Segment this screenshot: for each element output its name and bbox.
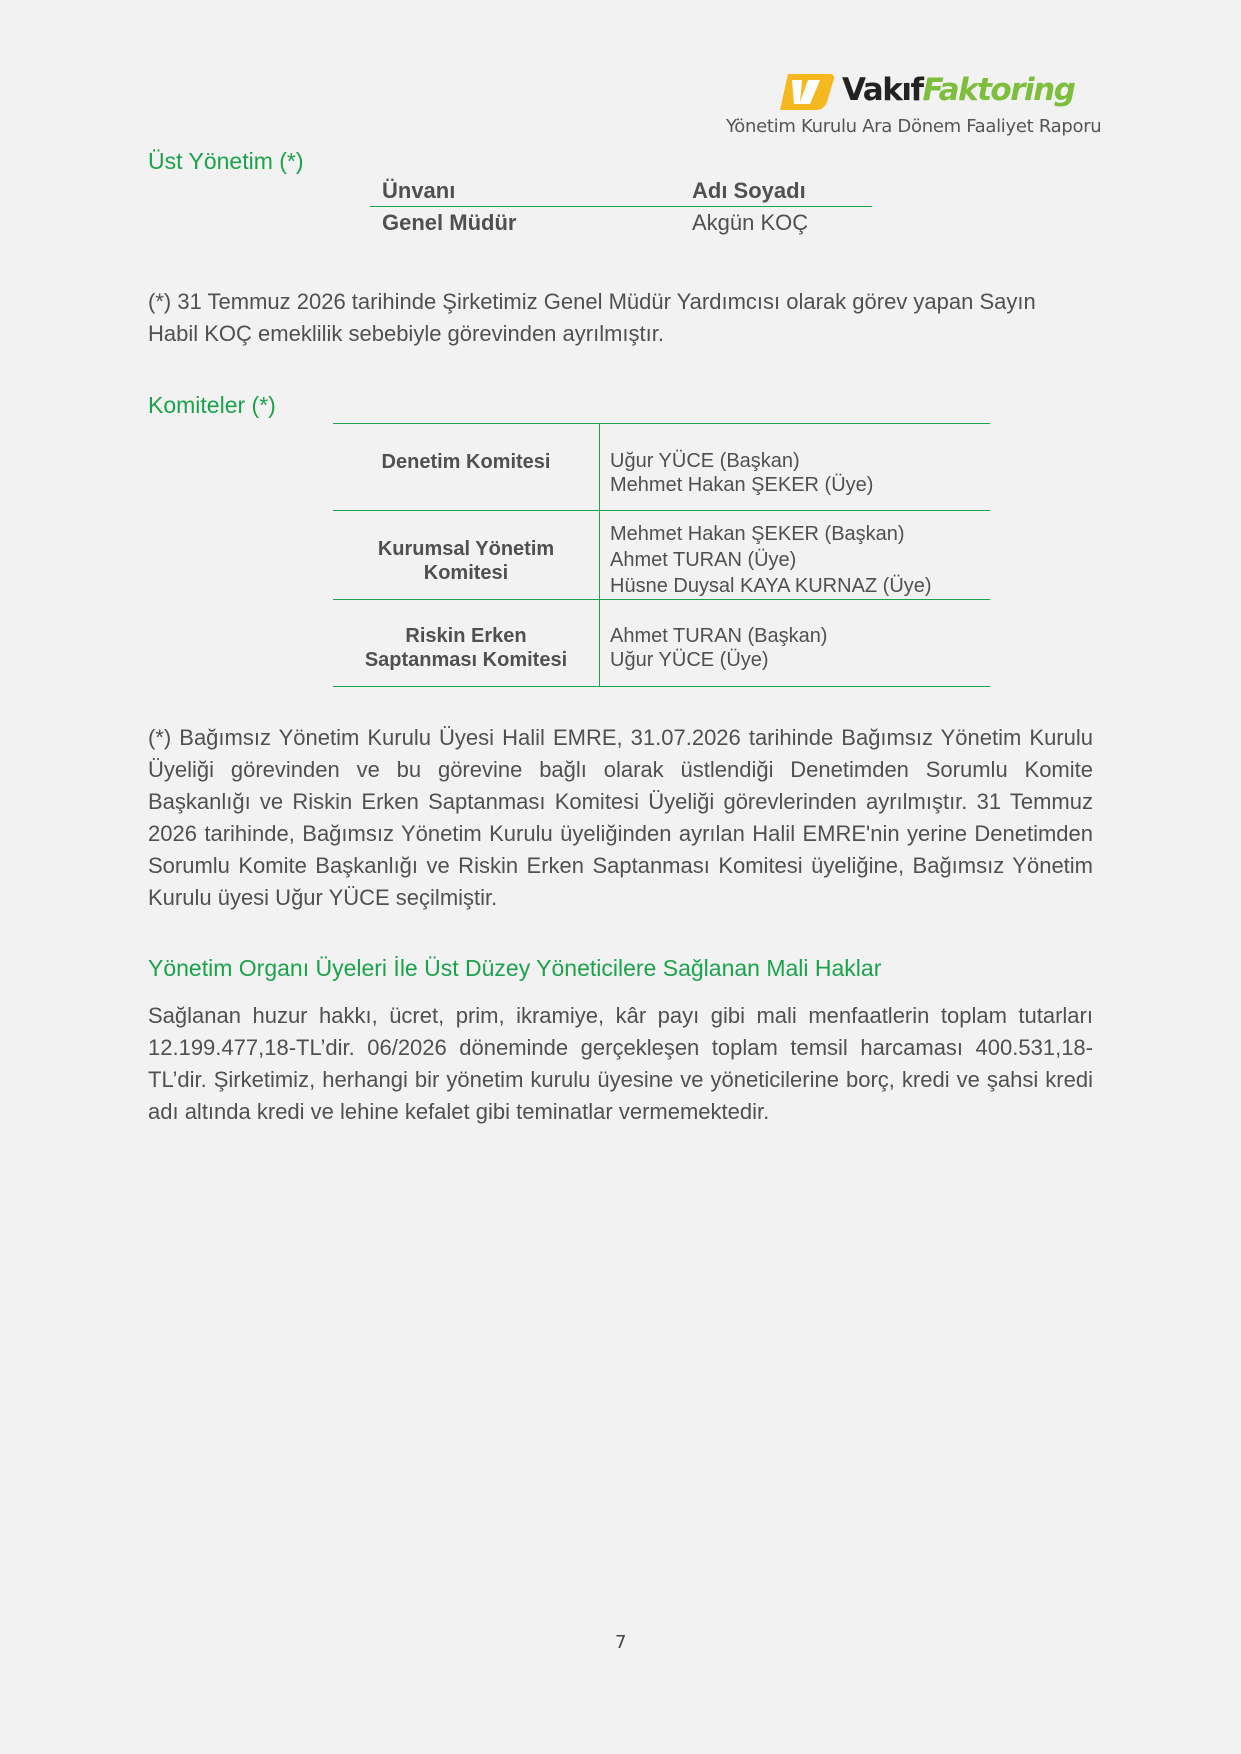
page-number: 7 <box>615 1632 627 1653</box>
committee-member: Mehmet Hakan ŞEKER (Başkan) <box>610 523 905 545</box>
vakif-logo-mark-icon <box>780 72 834 112</box>
committee-name-cell <box>333 511 600 600</box>
table-row <box>333 424 990 511</box>
committee-name: Denetim Komitesi <box>381 451 551 473</box>
committee-name-cell <box>333 424 600 511</box>
committee-member: Uğur YÜCE (Başkan) <box>610 450 800 472</box>
komiteler-heading: Komiteler (*) <box>148 392 276 418</box>
logo-wordmark <box>842 72 1074 108</box>
committee-name-cell <box>333 600 600 687</box>
mali-haklar-text: Sağlanan huzur hakkı, ücret, prim, ikramiye, kâr payı gibi mali menfaatlerin toplam tutarları 12.199.477,18-TL’dir. 06/2026 döneminde gerçekleşen toplam temsil harcaması 400.531,18-TL’dir. Şirketimiz, herhangi bir yönetim kurulu üyesine ve yöneticilerine borç, kredi ve şahsi kredi adı altında kredi ve lehine kefalet gibi teminatlar vermemektedir. <box>148 1003 1093 1124</box>
committee-name: Kurumsal Yönetim Komitesi <box>377 538 555 584</box>
logo-vakif-text: Vakıf <box>842 72 923 108</box>
committee-name: Riskin Erken Saptanması Komitesi <box>364 625 568 671</box>
column-header-name: Adı Soyadı <box>692 178 806 203</box>
company-logo <box>780 70 1075 116</box>
mali-haklar-heading: Yönetim Organı Üyeleri İle Üst Düzey Yöneticilere Sağlanan Mali Haklar <box>148 955 882 981</box>
table-row <box>333 511 990 600</box>
ust-yonetim-note: (*) 31 Temmuz 2026 tarihinde Şirketimiz Genel Müdür Yardımcısı olarak görev yapan Sayın Habil KOÇ emeklilik sebebiyle görevinden ayrılmıştır. <box>148 289 1036 346</box>
committee-member: Uğur YÜCE (Üye) <box>610 649 769 671</box>
committee-members-cell <box>600 600 991 687</box>
committee-member: Ahmet TURAN (Üye) <box>610 549 797 571</box>
committee-members-cell <box>600 511 991 600</box>
logo-faktoring-text: Faktoring <box>922 72 1075 108</box>
management-table-header <box>370 175 872 207</box>
row-title: Genel Müdür <box>382 210 517 235</box>
komiteler-note: (*) Bağımsız Yönetim Kurulu Üyesi Halil EMRE, 31.07.2026 tarihinde Bağımsız Yönetim Kurulu Üyeliği görevinden ve bu görevine bağlı olarak üstlendiği Denetimden Sorumlu Komite Başkanlığı ve Riskin Erken Saptanması Komitesi Üyeliği görevlerinden ayrılmıştır. 31 Temmuz 2026 tarihinde, Bağımsız Yönetim Kurulu üyeliğinden ayrılan Halil EMRE'nin yerine Denetimden Sorumlu Komite Başkanlığı ve Riskin Erken Saptanması Komitesi üyeliğine, Bağımsız Yönetim Kurulu üyesi Uğur YÜCE seçilmiştir. <box>148 725 1093 910</box>
table-row <box>333 600 990 687</box>
column-header-title: Ünvanı <box>382 178 456 203</box>
report-subtitle: Yönetim Kurulu Ara Dönem Faaliyet Raporu <box>726 116 1102 137</box>
management-table <box>370 175 872 238</box>
row-name: Akgün KOÇ <box>692 210 809 235</box>
table-row <box>370 207 872 238</box>
committees-table <box>333 423 990 687</box>
committee-member: Ahmet TURAN (Başkan) <box>610 625 828 647</box>
committee-member: Hüsne Duysal KAYA KURNAZ (Üye) <box>610 575 932 597</box>
committee-member: Mehmet Hakan ŞEKER (Üye) <box>610 474 874 496</box>
ust-yonetim-heading: Üst Yönetim (*) <box>148 148 304 174</box>
committee-members-cell <box>600 424 991 511</box>
